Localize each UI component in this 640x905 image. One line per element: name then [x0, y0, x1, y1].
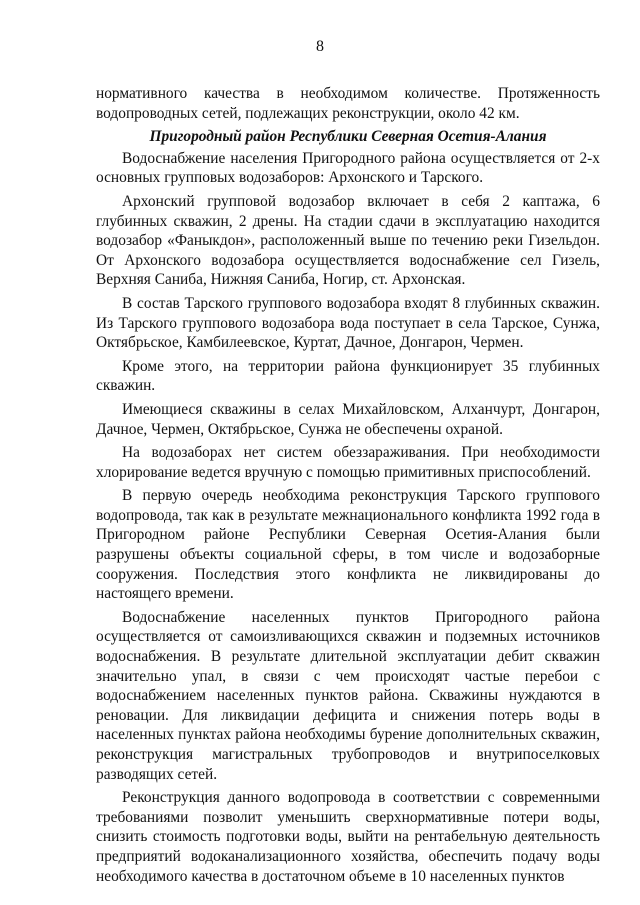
- paragraph: В состав Тарского группового водозабора входят 8 глубинных скважин. Из Тарского группового водозабора вода поступает в села Тарское, Сунжа, Октябрьское, Камбилеевское, Куртат, Дачное, Донгарон, Чермен.: [96, 294, 600, 352]
- page-number: 8: [316, 38, 324, 55]
- section-title: Пригородный район Республики Северная Осетия-Алания: [149, 128, 547, 146]
- paragraph: Реконструкция данного водопровода в соответствии с современными требованиями позволит уменьшить сверхнормативные потери воды, снизить стоимость подготовки воды, выйти на рентабельную деятельность предприятий водоканализационного хозяйства, обеспечить подачу воды необходимого качества в достаточном объеме в 10 населенных пунктов: [96, 789, 600, 885]
- paragraph: Архонский групповой водозабор включает в себя 2 каптажа, 6 глубинных скважин, 2 дрены. На стадии сдачи в эксплуатацию находится водозабор «Фаныкдон», расположенный выше по течению реки Гизельдон. От Архонского водозабора осуществляется водоснабжение сел Гизель, Верхняя Саниба, Нижняя Саниба, Ногир, ст. Архонская.: [96, 192, 600, 289]
- paragraph: Кроме этого, на территории района функционирует 35 глубинных скважин.: [96, 357, 600, 395]
- paragraph: На водозаборах нет систем обеззараживания. При необходимости хлорирование ведется вручную с помощью примитивных приспособлений.: [96, 444, 600, 481]
- continuation-paragraph: нормативного качества в необходимом количестве. Протяженность водопроводных сетей, подлежащих реконструкции, около 42 км.: [96, 85, 600, 122]
- document-body: [96, 84, 600, 890]
- paragraph: В первую очередь необходима реконструкция Тарского группового водопровода, так как в результате межнационального конфликта 1992 года в Пригородном районе Республики Северная Осетия-Алания были разрушены объекты социальной сферы, в том числе и водозаборные сооружения. Последствия этого конфликта не ликвидированы до настоящего времени.: [96, 487, 600, 603]
- paragraph: Водоснабжение населения Пригородного района осуществляется от 2-х основных групповых водозаборов: Архонского и Тарского.: [96, 149, 600, 187]
- paragraph: Имеющиеся скважины в селах Михайловском, Алханчурт, Донгарон, Дачное, Чермен, Октябрьское, Сунжа не обеспечены охраной.: [96, 400, 600, 438]
- paragraph: Водоснабжение населенных пунктов Пригородного района осуществляется от самоизливающихся скважин и подземных источников водоснабжения. В результате длительной эксплуатации дебит скважин значительно упал, в связи с чем происходят частые перебои с водоснабжением населенных пунктов района. Скважины нуждаются в реновации. Для ликвидации дефицита и снижения потерь воды в населенных пунктах района необходимы бурение дополнительных скважин, реконструкция магистральных трубопроводов и внутрипоселковых разводящих сетей.: [96, 608, 600, 783]
